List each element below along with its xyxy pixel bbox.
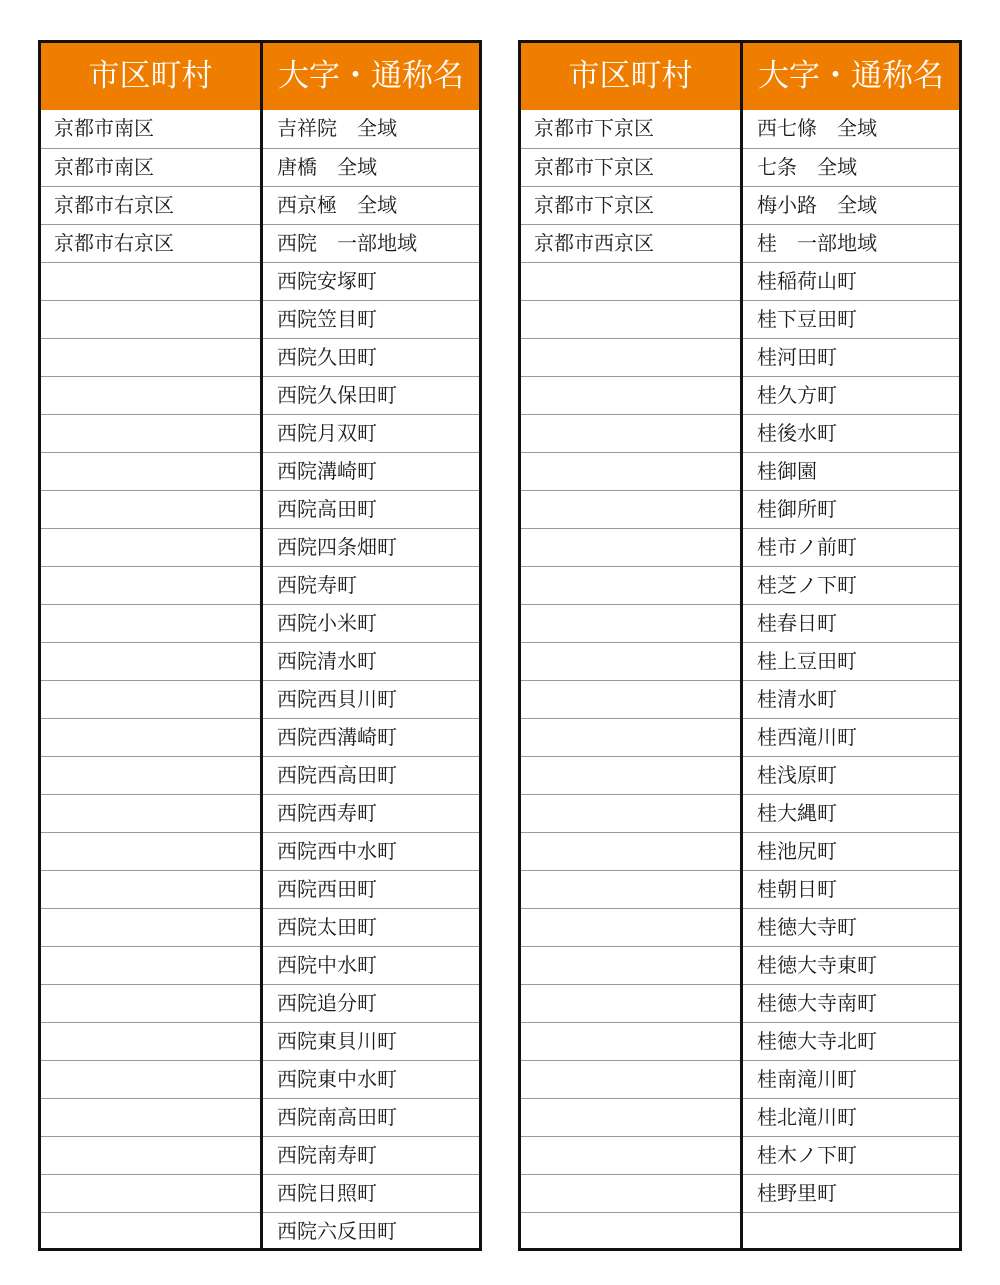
municipality-cell xyxy=(534,719,734,757)
municipality-cell xyxy=(534,643,734,681)
area-name-cell: 西院 一部地域 xyxy=(277,231,417,255)
municipality-cell xyxy=(534,605,734,643)
municipality-cell xyxy=(534,795,734,833)
municipality-cell xyxy=(534,453,734,491)
municipality-cell: 京都市右京区 xyxy=(54,193,174,217)
municipality-cell xyxy=(54,605,254,643)
municipality-cell xyxy=(534,377,734,415)
area-name-cell: 西院東貝川町 xyxy=(277,1029,397,1053)
municipality-cell xyxy=(534,985,734,1023)
municipality-cell xyxy=(54,757,254,795)
area-table-right xyxy=(518,40,962,1251)
municipality-cell xyxy=(54,1213,254,1251)
area-name-cell: 桂池尻町 xyxy=(757,839,837,863)
area-name-cell: 桂徳大寺町 xyxy=(757,915,857,939)
municipality-cell xyxy=(54,1099,254,1137)
municipality-cell xyxy=(534,491,734,529)
municipality-cell xyxy=(54,985,254,1023)
area-name-cell: 西院南寿町 xyxy=(277,1143,377,1167)
column-divider xyxy=(740,43,743,1248)
area-name-cell: 西院西貝川町 xyxy=(277,687,397,711)
municipality-cell xyxy=(54,1061,254,1099)
area-name-cell: 西院西溝崎町 xyxy=(277,725,397,749)
area-name-cell: 西院安塚町 xyxy=(277,269,377,293)
municipality-cell xyxy=(54,339,254,377)
area-name-cell: 西京極 全域 xyxy=(277,193,397,217)
area-name-cell: 桂後水町 xyxy=(757,421,837,445)
municipality-cell xyxy=(54,377,254,415)
area-name-cell: 桂徳大寺北町 xyxy=(757,1029,877,1053)
area-name-cell: 桂河田町 xyxy=(757,345,837,369)
municipality-cell xyxy=(54,301,254,339)
municipality-cell: 京都市南区 xyxy=(54,155,154,179)
area-name-cell: 西院東中水町 xyxy=(277,1067,397,1091)
municipality-cell xyxy=(54,833,254,871)
area-table-left xyxy=(38,40,482,1251)
header-area-name: 大字・通称名 xyxy=(278,58,464,94)
municipality-cell xyxy=(54,643,254,681)
area-name-cell: 西院西中水町 xyxy=(277,839,397,863)
header-municipality: 市区町村 xyxy=(568,58,693,94)
municipality-cell xyxy=(54,871,254,909)
area-name-cell: 桂市ノ前町 xyxy=(757,535,857,559)
municipality-cell xyxy=(534,567,734,605)
municipality-cell xyxy=(534,415,734,453)
municipality-cell: 京都市右京区 xyxy=(54,231,174,255)
municipality-cell: 京都市下京区 xyxy=(534,193,654,217)
municipality-cell xyxy=(534,301,734,339)
area-name-cell: 西院日照町 xyxy=(277,1181,377,1205)
area-name-cell: 梅小路 全域 xyxy=(757,193,877,217)
area-name-cell: 西院追分町 xyxy=(277,991,377,1015)
area-name-cell: 西院高田町 xyxy=(277,497,377,521)
municipality-cell xyxy=(54,453,254,491)
area-name-cell: 桂徳大寺東町 xyxy=(757,953,877,977)
area-name-cell: 西院西高田町 xyxy=(277,763,397,787)
municipality-cell xyxy=(534,529,734,567)
area-name-cell: 西院月双町 xyxy=(277,421,377,445)
municipality-cell xyxy=(534,1099,734,1137)
municipality-cell xyxy=(534,871,734,909)
area-name-cell: 桂朝日町 xyxy=(757,877,837,901)
municipality-cell xyxy=(54,567,254,605)
municipality-cell xyxy=(534,1023,734,1061)
municipality-cell: 京都市下京区 xyxy=(534,116,654,140)
municipality-cell xyxy=(54,681,254,719)
area-name-cell: 唐橋 全域 xyxy=(277,155,377,179)
municipality-cell xyxy=(534,263,734,301)
municipality-cell: 京都市下京区 xyxy=(534,155,654,179)
area-name-cell: 桂清水町 xyxy=(757,687,837,711)
municipality-cell xyxy=(534,1137,734,1175)
municipality-cell xyxy=(534,1213,734,1251)
area-name-cell: 桂稲荷山町 xyxy=(757,269,857,293)
area-name-cell: 西院六反田町 xyxy=(277,1219,397,1243)
area-name-cell: 桂 一部地域 xyxy=(757,231,877,255)
municipality-cell xyxy=(54,529,254,567)
area-name-cell: 西院西寿町 xyxy=(277,801,377,825)
area-name-cell: 桂下豆田町 xyxy=(757,307,857,331)
municipality-cell xyxy=(54,1023,254,1061)
municipality-cell: 京都市南区 xyxy=(54,116,154,140)
area-name-cell: 西院久田町 xyxy=(277,345,377,369)
area-name-cell: 西七條 全域 xyxy=(757,116,877,140)
municipality-cell xyxy=(54,795,254,833)
area-name-cell: 西院四条畑町 xyxy=(277,535,397,559)
area-name-cell: 桂御園 xyxy=(757,459,817,483)
municipality-cell xyxy=(534,1175,734,1213)
area-name-cell: 西院南高田町 xyxy=(277,1105,397,1129)
municipality-cell xyxy=(534,1061,734,1099)
area-name-cell: 吉祥院 全域 xyxy=(277,116,397,140)
area-name-cell: 桂北滝川町 xyxy=(757,1105,857,1129)
municipality-cell xyxy=(54,909,254,947)
area-name-cell: 西院笠目町 xyxy=(277,307,377,331)
area-name-cell: 西院西田町 xyxy=(277,877,377,901)
municipality-cell xyxy=(54,263,254,301)
area-name-cell: 西院溝崎町 xyxy=(277,459,377,483)
area-name-cell: 西院小米町 xyxy=(277,611,377,635)
municipality-cell xyxy=(54,491,254,529)
municipality-cell xyxy=(54,415,254,453)
area-name-cell: 桂浅原町 xyxy=(757,763,837,787)
area-name-cell: 西院寿町 xyxy=(277,573,357,597)
area-name-cell: 桂御所町 xyxy=(757,497,837,521)
municipality-cell xyxy=(534,909,734,947)
area-name-cell: 西院太田町 xyxy=(277,915,377,939)
area-name-cell: 桂久方町 xyxy=(757,383,837,407)
area-name-cell: 桂南滝川町 xyxy=(757,1067,857,1091)
area-name-cell: 桂徳大寺南町 xyxy=(757,991,877,1015)
municipality-cell: 京都市西京区 xyxy=(534,231,654,255)
header-area-name: 大字・通称名 xyxy=(758,58,944,94)
column-divider xyxy=(260,43,263,1248)
municipality-cell xyxy=(54,719,254,757)
area-name-cell: 西院久保田町 xyxy=(277,383,397,407)
area-name-cell: 七条 全域 xyxy=(757,155,857,179)
municipality-cell xyxy=(534,833,734,871)
header-municipality: 市区町村 xyxy=(88,58,213,94)
area-name-cell: 西院清水町 xyxy=(277,649,377,673)
municipality-cell xyxy=(534,757,734,795)
area-name-cell xyxy=(757,1213,957,1251)
municipality-cell xyxy=(54,1175,254,1213)
area-name-cell: 桂春日町 xyxy=(757,611,837,635)
area-name-cell: 桂木ノ下町 xyxy=(757,1143,857,1167)
municipality-cell xyxy=(534,947,734,985)
area-name-cell: 桂野里町 xyxy=(757,1181,837,1205)
municipality-cell xyxy=(54,947,254,985)
municipality-cell xyxy=(534,681,734,719)
area-name-cell: 西院中水町 xyxy=(277,953,377,977)
area-name-cell: 桂上豆田町 xyxy=(757,649,857,673)
area-name-cell: 桂西滝川町 xyxy=(757,725,857,749)
municipality-cell xyxy=(534,339,734,377)
municipality-cell xyxy=(54,1137,254,1175)
area-name-cell: 桂大縄町 xyxy=(757,801,837,825)
area-name-cell: 桂芝ノ下町 xyxy=(757,573,857,597)
